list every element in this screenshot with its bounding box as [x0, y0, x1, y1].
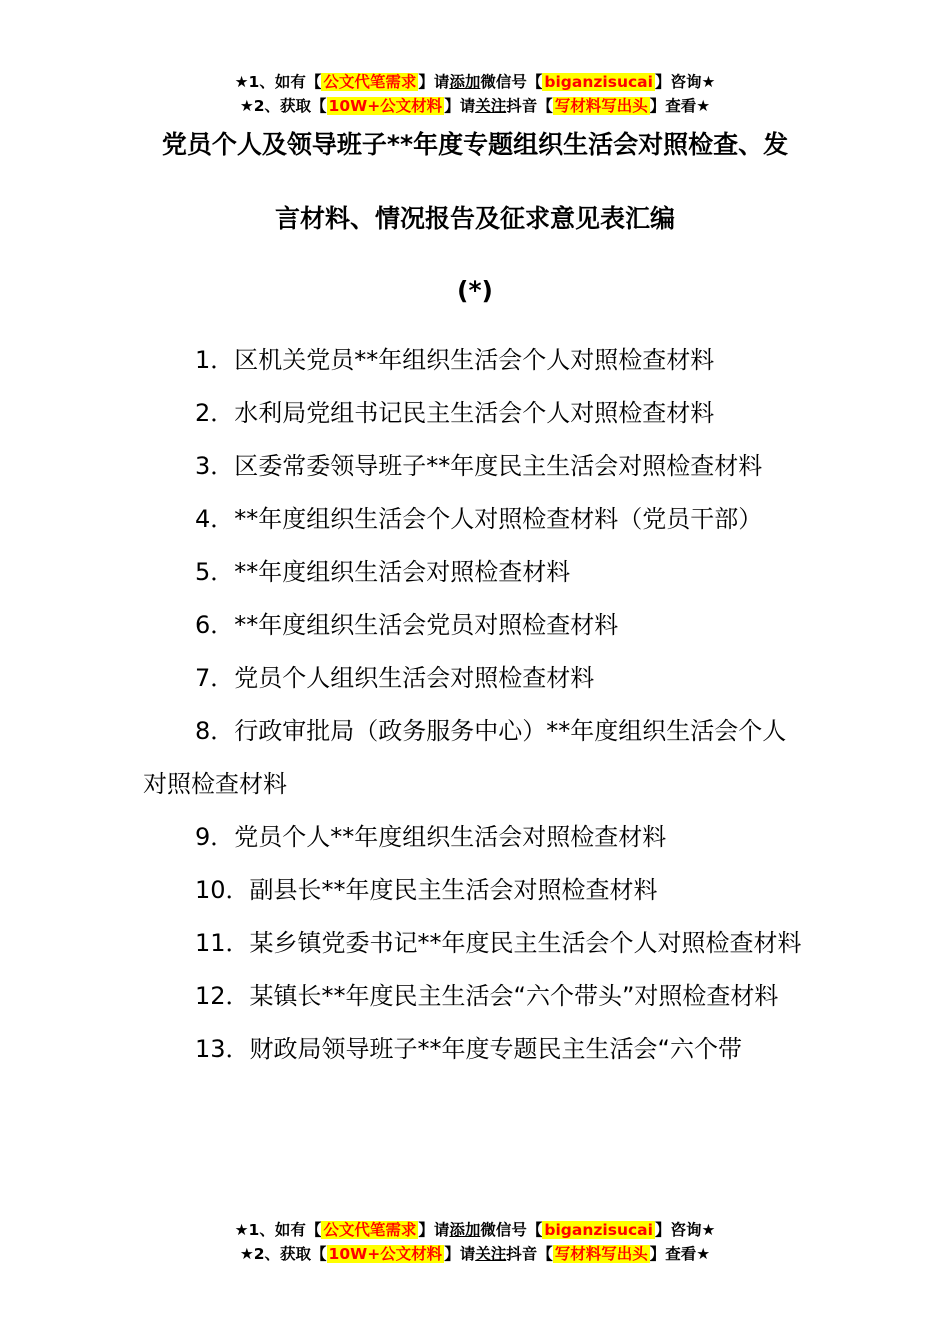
contents-list: [143, 334, 803, 1076]
banner-text: 抖音【: [506, 97, 553, 115]
banner-highlight: 10W+公文材料: [328, 97, 443, 115]
banner-text: 】请: [444, 97, 476, 115]
banner-line-1: [0, 70, 950, 94]
banner-text: ★2、获取【: [239, 1245, 327, 1263]
banner-text: 】查看★: [649, 97, 711, 115]
banner-underline: 添加: [449, 1221, 481, 1239]
banner-highlight: 10W+公文材料: [328, 1245, 443, 1263]
banner-text: ★1、如有【: [234, 1221, 322, 1239]
banner-text: 微信号【: [480, 73, 543, 91]
banner-underline: 关注: [475, 97, 507, 115]
banner-text: 抖音【: [506, 1245, 553, 1263]
footer-banner: [0, 1218, 950, 1266]
banner-highlight: 公文代笔需求: [323, 73, 417, 91]
banner-text: 】请: [418, 1221, 450, 1239]
banner-text: 】咨询★: [654, 73, 716, 91]
document-title-line-2: 言材料、情况报告及征求意见表汇编: [274, 204, 675, 233]
list-item: 10．副县长**年度民主生活会对照检查材料: [195, 876, 658, 904]
list-item: 4．**年度组织生活会个人对照检查材料（党员干部）: [195, 505, 763, 533]
banner-underline: 添加: [449, 73, 481, 91]
document-title-line-1: 党员个人及领导班子**年度专题组织生活会对照检查、发: [161, 130, 789, 159]
list-item: 9．党员个人**年度组织生活会对照检查材料: [195, 823, 667, 851]
banner-highlight: 写材料写出头: [554, 97, 648, 115]
list-item: 8．行政审批局（政务服务中心）**年度组织生活会个人对照检查材料: [143, 717, 787, 798]
banner-text: ★1、如有【: [234, 73, 322, 91]
banner-text: 】查看★: [649, 1245, 711, 1263]
banner-highlight: 写材料写出头: [554, 1245, 648, 1263]
banner-highlight: biganzisucai: [544, 73, 653, 91]
banner-text: 微信号【: [480, 1221, 543, 1239]
list-item: 1．区机关党员**年组织生活会个人对照检查材料: [195, 346, 715, 374]
header-banner: [0, 70, 950, 118]
banner-line-2: [0, 1242, 950, 1266]
document-title-line-3: (*): [457, 276, 493, 305]
list-item: 3．区委常委领导班子**年度民主生活会对照检查材料: [195, 452, 763, 480]
banner-highlight: biganzisucai: [544, 1221, 653, 1239]
banner-text: 】咨询★: [654, 1221, 716, 1239]
list-item: 11．某乡镇党委书记**年度民主生活会个人对照检查材料: [195, 929, 802, 957]
list-item: 12．某镇长**年度民主生活会“六个带头”对照检查材料: [195, 982, 779, 1010]
banner-text: 】请: [418, 73, 450, 91]
list-item: 13．财政局领导班子**年度专题民主生活会“六个带: [195, 1035, 742, 1063]
banner-underline: 关注: [475, 1245, 507, 1263]
list-item: 6．**年度组织生活会党员对照检查材料: [195, 611, 619, 639]
banner-line-2: [0, 94, 950, 118]
list-item: 5．**年度组织生活会对照检查材料: [195, 558, 571, 586]
list-item: 7．党员个人组织生活会对照检查材料: [195, 664, 595, 692]
list-item: 2．水利局党组书记民主生活会个人对照检查材料: [195, 399, 715, 427]
banner-highlight: 公文代笔需求: [323, 1221, 417, 1239]
banner-text: ★2、获取【: [239, 97, 327, 115]
banner-text: 】请: [444, 1245, 476, 1263]
banner-line-1: [0, 1218, 950, 1242]
